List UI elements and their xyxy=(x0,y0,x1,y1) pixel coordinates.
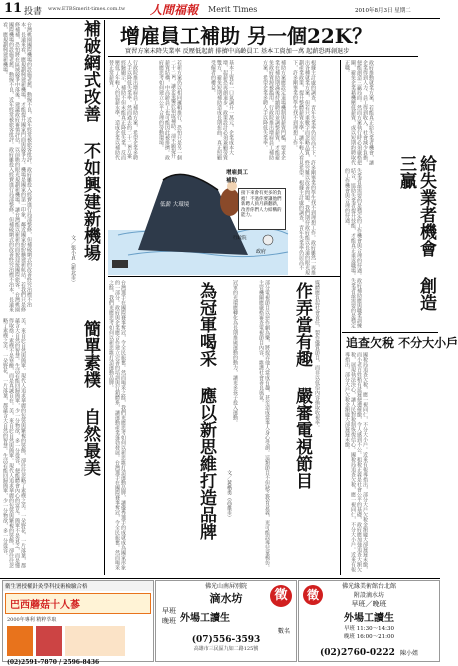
ad3-title: 佛光緣美術館台北館 xyxy=(341,583,396,590)
cartoon-label-gov: 政府 xyxy=(256,249,267,255)
site-url[interactable]: www.ETBSmerit-times.com.tw xyxy=(48,6,126,12)
ad1-title: 衛生署授權針灸學科技術檢驗合格 xyxy=(3,581,153,591)
lead-body-5: 根據主計處的調查，青年失業率仍居高不下，許多剛畢業的學生找不到理想工作。政府雖然一再推出各種就業方案，但若只重數字而忽略品質，終究難以改善問題。我們期待政府能以長遠的眼光規劃產業政策，提升整體薪資水準，讓年輕人看見希望。根據主計處的調查，青年失業率仍居高不下，許多剛畢業的學生找不到理想工作。 xyxy=(292,60,316,275)
ad3-time2: 晚班 16:00～21:00 xyxy=(344,634,394,640)
ad2-hours: 早班 晚班 xyxy=(162,607,176,625)
lead-subheadline: 實習方案未降失業率 反壓低起薪 排擠中高齡員工 基本工資加一萬 起薪恐再創退步 xyxy=(125,48,350,55)
ad1-brand: 巴西蘑菇十人蔘 xyxy=(5,593,151,614)
ad-top-rule xyxy=(0,578,440,579)
right-subtitle-rule xyxy=(342,332,438,333)
tv-body-left: 部分電視節目以惡作劇為樂，將捉弄他人當成有趣，甚至造成當事人身心受創。這類節目不但缺乏教育意義，更可能誤導兒童模仿。主管機關應嚴格審查電視節目內容，維護社會善良風氣。 xyxy=(258,280,270,570)
ad1-sub: 2000年專利 精粹萃取 xyxy=(7,617,57,623)
left-editorial-text: 台灣桃園國際機場的設施老舊、動線不良，近年經常被旅客批評。政府雖投入經費進行局部整修，但補破網式的改善終究治標不治本，長遠來看，應規劃興建新機場，才能提升國家門面與競爭力。機場是國家的第一印象，鄰近國家紛紛擴建新航站，若我們只是修修補補，恐怕將在區域競爭中落後。建議政府審慎評估，以前瞻的眼光規劃新機場，讓台灣能以嶄新的面貌迎接國際旅客。台灣桃園國際機場的設施老舊、動線不良，近年經常被旅客批評。政府雖投入經費進行局部整修，但補破網式的改善終究治標不治本，長遠來看，應規劃興建新機場。 xyxy=(2,22,32,312)
ad2-badge: 徵 xyxy=(270,585,292,607)
lead-body-3: 基本工資若一口氣調升一萬元，企業成本大增，起薪恐再創退步。政策設計必須兼顧勞資雙方，避免短期補助造成長期扭曲，真正照顧受僱者的權益。 xyxy=(210,60,234,160)
ad2-name: 滴水坊 xyxy=(209,592,243,605)
column-divider xyxy=(104,20,105,575)
right-title: 給失業者機會 創造三贏 xyxy=(396,155,436,311)
right-body-mid: 失業者最需要的是穩定的工作機會與合理的待遇。政府補助應與職業訓練結合，協助失業者提升技能，才能真正重返職場。失業者最需要的是穩定的工作機會與合理的待遇。 xyxy=(344,168,362,328)
ad3-recruit: 外場工讀生 xyxy=(344,613,394,624)
cartoon-speech-bubble: 接下來會有更多的負擔！不過你要讓他們新聘人員月薪翻新，改善你們人力結構的能力。 xyxy=(238,188,286,230)
ad2-recruit: 外場工讀生 xyxy=(180,612,230,624)
masthead-logo: 人間福報 xyxy=(150,3,199,17)
tv-headline: 作弄當有趣 嚴審電視節目 xyxy=(292,282,312,489)
tv-body-right: 媒體應負起社會責任，製作優質節目，而非以低俗內容換取收視率。 xyxy=(314,280,320,430)
left-lower-title: 簡單素樸 自然最美 xyxy=(80,320,100,476)
left-lower-text: 美，來自於自然與簡單。現代人追求華麗的包裝與繁複的裝飾，卻往往忽略了素樸之美。一朵野花、一片落葉，都蘊含大自然的智慧。生活若能回歸簡單，少一分物欲，多一分從容，便能體會內心的富足。簡單不是貧乏，而是懂得取捨；素樸不是寒酸，而是真誠自在。美，來自於自然與簡單。現代人追求華麗的包裝與繁複的裝飾，卻往往忽略了素樸之美。一朵野花、一片落葉，都蘊含大自然的智慧。生活若能回歸簡單，少一分物欲，多一分從容。 xyxy=(2,318,26,568)
ad-art-museum[interactable] xyxy=(298,580,440,662)
lead-headline: 增雇員工補助 另一個22K？ xyxy=(120,24,373,48)
ad2-phone[interactable]: (07)556-3593 xyxy=(191,635,261,645)
right-body-lower: 國稅局追查欠稅，應一視同仁，不分大小戶。近來有報導指出，部分大戶欠稅金額龐大卻遲遲未繳，而小老百姓稍有延遲便遭催繳，令人感到不公。租稅正義是社會公平的基礎，政府應加強追查大額欠稅，展現執法決心，讓人民對稅制恢復信心。國稅局追查欠稅，應一視同仁，不分大小戶。近來有報導指出，部分大戶欠稅金額龐大卻遲遲未繳。 xyxy=(344,352,368,572)
left-editorial-byline: 文／張小貞（新北市） xyxy=(70,235,76,285)
editorial-cartoon xyxy=(108,160,288,275)
ad3-phone[interactable]: (02)2760-0222 xyxy=(320,648,395,658)
section-label: 投書 xyxy=(24,7,43,17)
ad-water-drop-kitchen[interactable] xyxy=(155,580,297,662)
ad3-hours: 早班／晚班 xyxy=(351,600,387,608)
ad3-time1: 早班 11:30～14:30 xyxy=(344,626,394,632)
issue-date: 2010年8月3日 星期二 xyxy=(355,8,411,14)
lead-body-1: 行政院推出增雇員工補助方案，希望企業多聘人手以降低失業率。然而過去的二十二K方案經驗顯示，補助不但未能真正降低失業，反而壓低了年輕人的起薪水準，造成企業以補助代替正常薪資。 xyxy=(108,60,138,160)
masthead-logo-en: Merit Times xyxy=(208,5,258,14)
middle-rule xyxy=(108,276,340,277)
cartoon-label-ship: 低薪 大環境 xyxy=(160,202,190,208)
left-editorial-title: 補破網式改善 不如興建新機場 xyxy=(80,20,100,261)
product-bottle-image xyxy=(36,626,62,656)
cartoon-caption: 行政院 xyxy=(233,236,247,241)
ad1-phone[interactable]: (02)2591-7870 / 2596-8436 xyxy=(7,659,100,666)
ad3-sub: 附設滴水坊 xyxy=(353,592,384,599)
right-column-divider xyxy=(340,60,341,575)
page-header xyxy=(0,0,440,19)
page-number: 11 xyxy=(4,1,23,16)
product-box-image xyxy=(7,626,33,656)
middle-lower-text-left: 台灣選手在國際賽事奪冠，令全民振奮。然而喝采之餘，我們更應思考如何以新思維打造運動品牌，讓優秀選手的成就成為國家形象的一部分。政府與企業應合作建立完善的培訓與行銷體系，讓運動產業蓬勃發展。台灣選手在國際賽事奪冠，令全民振奮。然而喝采之餘，我們更應思考如何以新思維打造運動品牌。 xyxy=(108,280,126,570)
ad2-title: 佛光山南屏別院 xyxy=(204,583,247,590)
middle-lower-headline: 為冠軍喝采 應以新思維打造品牌 xyxy=(196,282,216,540)
ad-mushroom[interactable] xyxy=(2,580,154,666)
ad2-address: 高雄市三民區九如二路125號 xyxy=(193,646,259,652)
price-panel xyxy=(65,626,125,656)
ad3-contact: 陳小姐 xyxy=(399,650,418,657)
middle-lower-text-right: 冠軍的光環應轉化為長期推廣運動的動力，讓更多孩子投入運動。 xyxy=(232,280,238,425)
lead-body-4: 補助方案應設定退場機制與薪資門檻，要求企業在補助期滿後持續聘用並調整薪資，才能避免政府資源被濫用。行政院推出增雇員工補助方案，希望企業多聘人手以降低失業率。 xyxy=(262,60,286,160)
ad3-badge: 徵 xyxy=(303,585,323,605)
ad2-count: 數名 xyxy=(277,628,290,635)
cartoon-label-top: 增雇員工補助 xyxy=(226,170,249,184)
right-body-top: 政府推動就業方案，若能真正給失業者機會，讓企業得到人力、員工得到收入、社會減少負擔，便能創造三贏局面。然而方案執行時必須嚴格把關，避免企業藉機壓低薪資，或以短期約聘取代正職。 xyxy=(344,60,374,165)
right-subtitle: 追查欠稅 不分大小戶 xyxy=(346,336,458,350)
lead-body-2: 若新方案仍以相同邏輯推行，恐怕只是另一個二十二K，讓企業樂於領取補助，卻不願提升薪資結構，中高齡員工也可能因此被排擠。政府應思考如何建立公平合理的勞動環境。 xyxy=(158,60,182,160)
middle-lower-byline: 文／黃楷勇（高雄市） xyxy=(226,470,232,520)
headline-rule xyxy=(108,56,418,57)
